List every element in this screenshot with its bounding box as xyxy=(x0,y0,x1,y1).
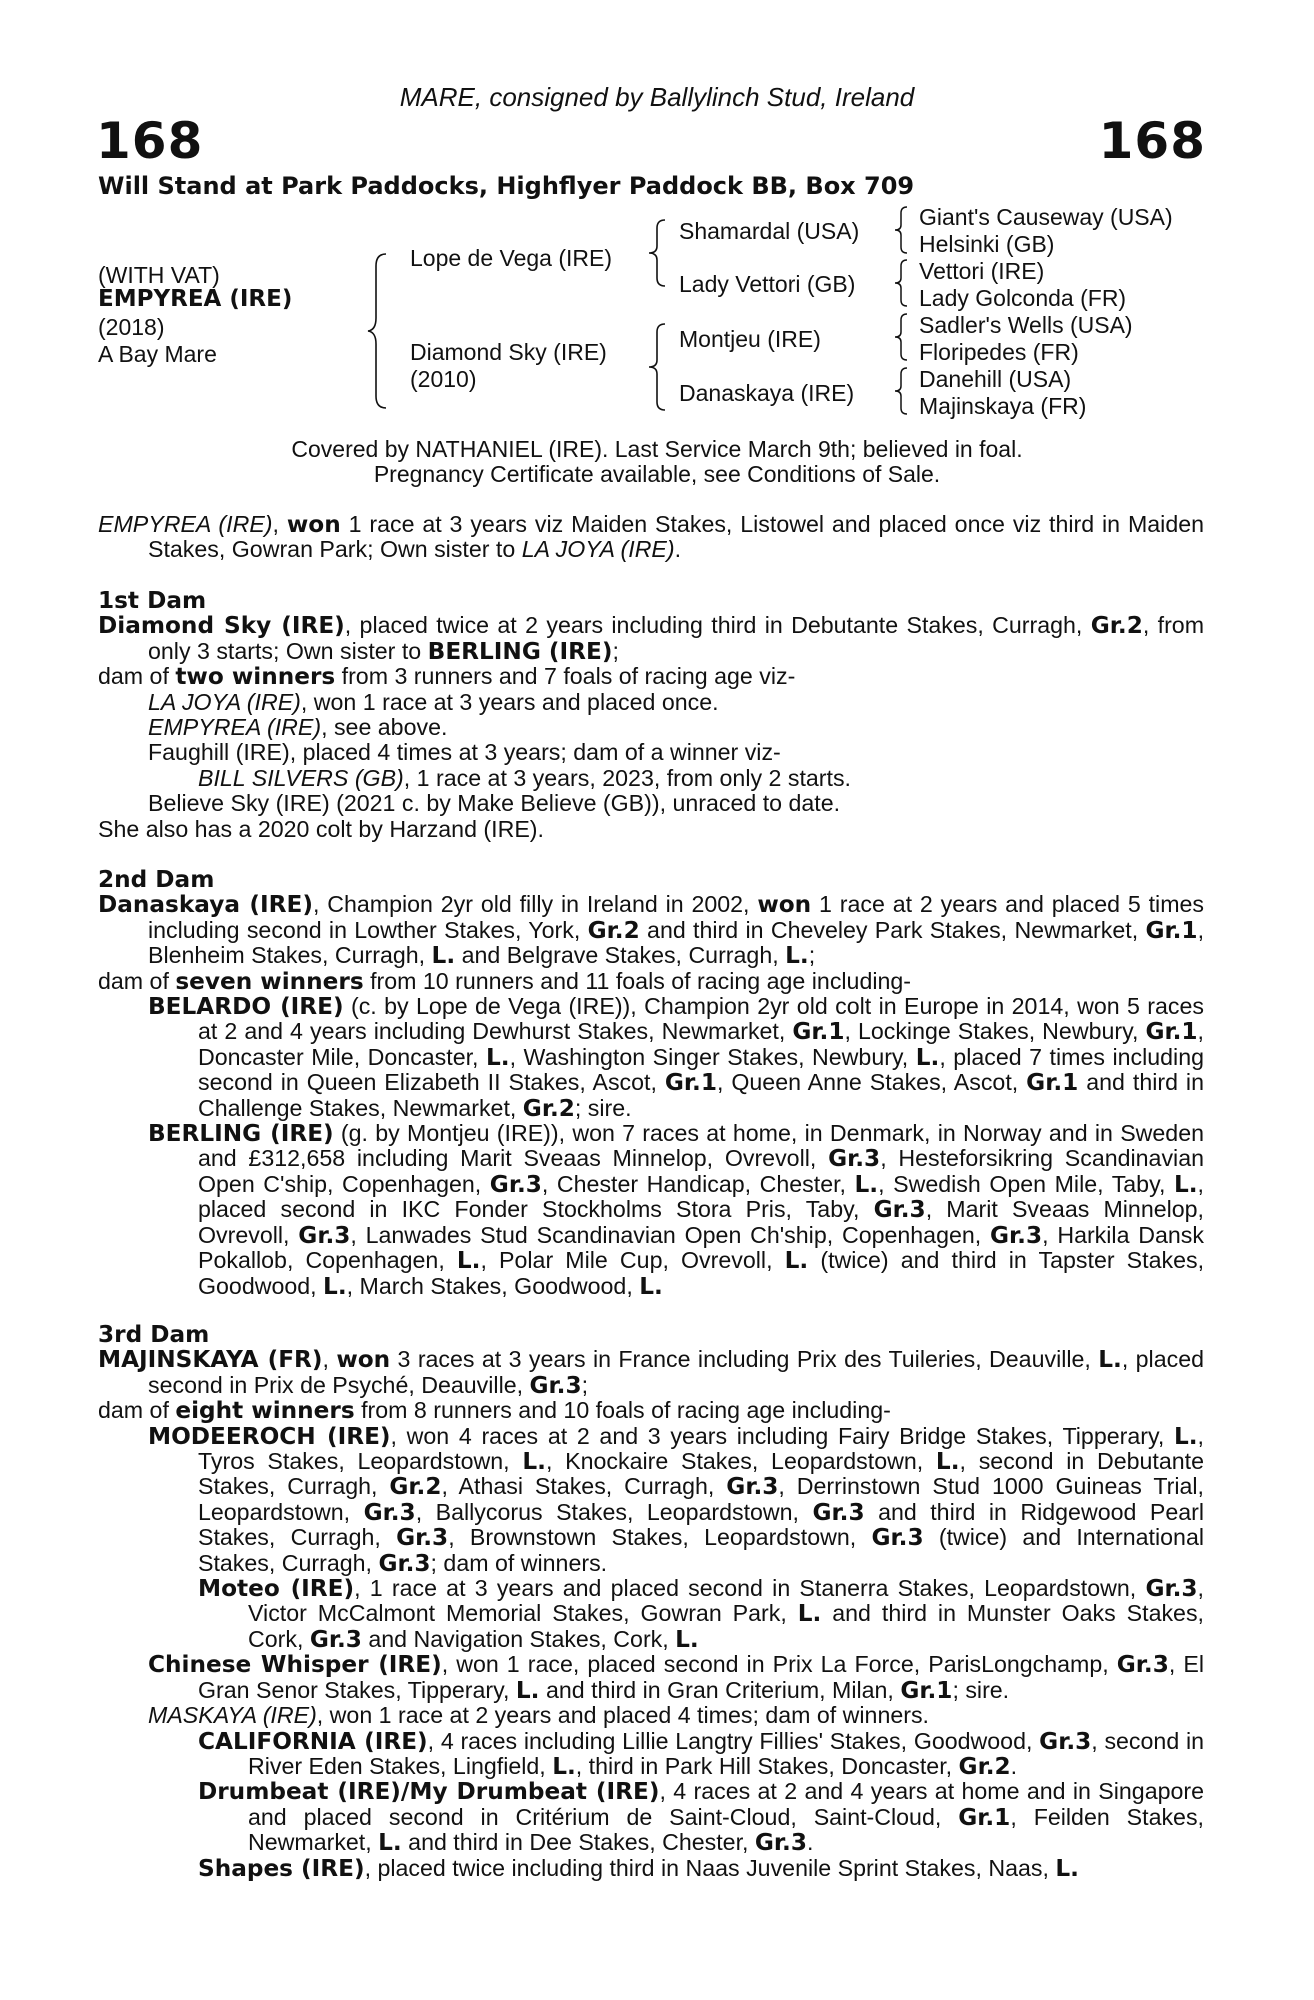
first-dam-paragraph: Diamond Sky (IRE), placed twice at 2 years including third in Debutante Stakes, Curragh, Gr.2, from only 3 starts; Own sister to BERLING (IRE); xyxy=(98,612,1205,665)
produce-faughill: Faughill (IRE), placed 4 times at 3 years; dam of a winner viz- xyxy=(148,739,781,766)
dam-sire: Montjeu (IRE) xyxy=(679,326,821,352)
dam-dam: Danaskaya (IRE) xyxy=(679,380,855,406)
first-dam-heading: 1st Dam xyxy=(98,587,207,614)
brace-ss xyxy=(893,205,909,255)
produce-california: CALIFORNIA (IRE), 4 races including Lillie Langtry Fillies' Stakes, Goodwood, Gr.3, second in River Eden Stakes, Lingfield, L., third in Park Hill Stakes, Doncaster, Gr.2. xyxy=(198,1727,1204,1780)
sire-dam: Lady Vettori (GB) xyxy=(679,271,856,297)
third-dam-heading: 3rd Dam xyxy=(98,1321,210,1348)
pregnancy-note: Pregnancy Certificate available, see Conditions of Sale. xyxy=(373,461,941,487)
gg-dss: Sadler's Wells (USA) xyxy=(919,312,1133,338)
produce-empyrea: EMPYREA (IRE), see above. xyxy=(148,714,448,741)
produce-belardo: BELARDO (IRE) (c. by Lope de Vega (IRE)), Champion 2yr old colt in Europe in 2014, won 5 races at 2 and 4 years including Dewhurst Stakes, Newmarket, Gr.1, Lockinge Stakes, Newbury, Gr.1, Doncaster Mile, Doncaster, L., Washington Singer Stakes, Newbury, L., placed 7 times including second in Queen Elizabeth II Stakes, Ascot, Gr.1, Queen Anne Stakes, Ascot, Gr.1 and third in Challenge Stakes, Newmarket, Gr.2; sire. xyxy=(148,993,1204,1122)
third-dam-section xyxy=(98,1322,1204,1881)
horse-description: A Bay Mare xyxy=(98,341,217,367)
lot-number-left: 168 xyxy=(96,112,204,170)
second-dam-section xyxy=(98,867,1204,1299)
dam-year: (2010) xyxy=(410,366,477,392)
gg-sss: Giant's Causeway (USA) xyxy=(919,204,1173,230)
lot-number-right: 168 xyxy=(1098,112,1206,170)
third-dam-produce-line: dam of eight winners from 8 runners and 10 foals of racing age including- xyxy=(98,1397,891,1425)
produce-chinese-whisper: Chinese Whisper (IRE), won 1 race, placed second in Prix La Force, ParisLongchamp, Gr.3, El Gran Senor Stakes, Tipperary, L. and third in Gran Criterium, Milan, Gr.1; sire. xyxy=(148,1651,1204,1704)
produce-shapes: Shapes (IRE), placed twice including third in Naas Juvenile Sprint Stakes, Naas, L. xyxy=(198,1854,1079,1882)
intro-section xyxy=(98,512,1204,563)
pedigree-brace-sire xyxy=(645,218,667,288)
produce-modeeroch: MODEEROCH (IRE), won 4 races at 2 and 3 years including Fairy Bridge Stakes, Tipperary, L., Tyros Stakes, Leopardstown, L., Knockaire Stakes, Leopardstown, L., second in Debutante Stakes, Curragh, Gr.2, Athasi Stakes, Curragh, Gr.3, Derrinstown Stud 1000 Guineas Trial, Leopardstown, Gr.3, Ballycorus Stakes, Leopardstown, Gr.3 and third in Ridgewood Pearl Stakes, Curragh, Gr.3, Brownstown Stakes, Leopardstown, Gr.3 (twice) and International Stakes, Curragh, Gr.3; dam of winners. xyxy=(148,1422,1205,1577)
intro-paragraph: EMPYREA (IRE), won 1 race at 3 years viz Maiden Stakes, Listowel and placed once viz third in Maiden Stakes, Gowran Park; Own sister to LA JOYA (IRE). xyxy=(98,511,1205,563)
first-dam-produce-line: dam of two winners from 3 runners and 7 foals of racing age viz- xyxy=(98,663,796,691)
stand-location: Will Stand at Park Paddocks, Highflyer Paddock BB, Box 709 xyxy=(98,172,915,200)
gg-sds: Vettori (IRE) xyxy=(919,258,1045,284)
first-dam-section xyxy=(98,588,1204,842)
gg-ddd: Majinskaya (FR) xyxy=(919,393,1087,419)
brace-ds xyxy=(893,312,909,362)
first-dam-also: She also has a 2020 colt by Harzand (IRE). xyxy=(98,815,544,842)
sire-sire: Shamardal (USA) xyxy=(679,218,860,244)
produce-moteo: Moteo (IRE), 1 race at 3 years and placed second in Stanerra Stakes, Leopardstown, Gr.3, Victor McCalmont Memorial Stakes, Gowran Park, L. and third in Munster Oaks Stakes, Cork, Gr.3 and Navigation Stakes, Cork, L. xyxy=(198,1575,1204,1653)
produce-la-joya: LA JOYA (IRE), won 1 race at 3 years and placed once. xyxy=(148,688,719,715)
horse-year: (2018) xyxy=(98,314,165,340)
produce-drumbeat: Drumbeat (IRE)/My Drumbeat (IRE), 4 races at 2 and 4 years at home and in Singapore and placed second in Critérium de Saint-Cloud, Saint-Cloud, Gr.1, Feilden Stakes, Newmarket, L. and third in Dee Stakes, Chester, Gr.3. xyxy=(198,1778,1204,1857)
sire-name: Lope de Vega (IRE) xyxy=(410,245,613,271)
produce-bill-silvers: BILL SILVERS (GB), 1 race at 3 years, 2023, from only 2 starts. xyxy=(198,764,851,791)
third-dam-paragraph: MAJINSKAYA (FR), won 3 races at 3 years in France including Prix des Tuileries, Deauville, L., placed second in Prix de Psyché, Deauville, Gr.3; xyxy=(98,1346,1204,1399)
produce-maskaya: MASKAYA (IRE), won 1 race at 2 years and placed 4 times; dam of winners. xyxy=(148,1702,930,1729)
vat-note: (WITH VAT) xyxy=(98,262,220,288)
produce-berling: BERLING (IRE) (g. by Montjeu (IRE)), won 7 races at home, in Denmark, in Norway and in Sweden and £312,658 including Marit Sveaas Minnelop, Ovrevoll, Gr.3, Hesteforsikring Scandinavian Open C'ship, Copenhagen, Gr.3, Chester Handicap, Chester, L., Swedish Open Mile, Taby, L., placed second in IKC Fonder Stockholms Stora Pris, Taby, Gr.3, Marit Sveaas Minnelop, Ovrevoll, Gr.3, Lanwades Stud Scandinavian Open Ch'ship, Copenhagen, Gr.3, Harkila Dansk Pokallob, Copenhagen, L., Polar Mile Cup, Ovrevoll, L. (twice) and third in Tapster Stakes, Goodwood, L., March Stakes, Goodwood, L. xyxy=(148,1120,1205,1300)
produce-believe-sky: Believe Sky (IRE) (2021 c. by Make Believe (GB)), unraced to date. xyxy=(148,790,841,817)
gg-sdd: Lady Golconda (FR) xyxy=(919,285,1127,311)
gg-ssd: Helsinki (GB) xyxy=(919,231,1055,257)
brace-dd xyxy=(893,366,909,416)
brace-sd xyxy=(893,258,909,308)
dam-name: Diamond Sky (IRE) xyxy=(410,339,607,365)
pedigree-brace-dam xyxy=(645,322,667,412)
second-dam-heading: 2nd Dam xyxy=(98,866,215,893)
gg-dds: Danehill (USA) xyxy=(919,366,1072,392)
second-dam-produce-line: dam of seven winners from 10 runners and 11 foals of racing age including- xyxy=(98,967,912,995)
horse-name: EMPYREA (IRE) xyxy=(98,286,293,312)
gg-dsd: Floripedes (FR) xyxy=(919,339,1079,365)
second-dam-paragraph: Danaskaya (IRE), Champion 2yr old filly in Ireland in 2002, won 1 race at 2 years and placed 5 times including second in Lowther Stakes, York, Gr.2 and third in Cheveley Park Stakes, Newmarket, Gr.1, Blenheim Stakes, Curragh, L. and Belgrave Stakes, Curragh, L.; xyxy=(98,891,1205,970)
lot-subtitle: MARE, consigned by Ballylinch Stud, Ireland xyxy=(399,82,915,112)
covered-note: Covered by NATHANIEL (IRE). Last Service March 9th; believed in foal. xyxy=(291,436,1023,462)
pedigree-brace-main xyxy=(366,252,388,410)
